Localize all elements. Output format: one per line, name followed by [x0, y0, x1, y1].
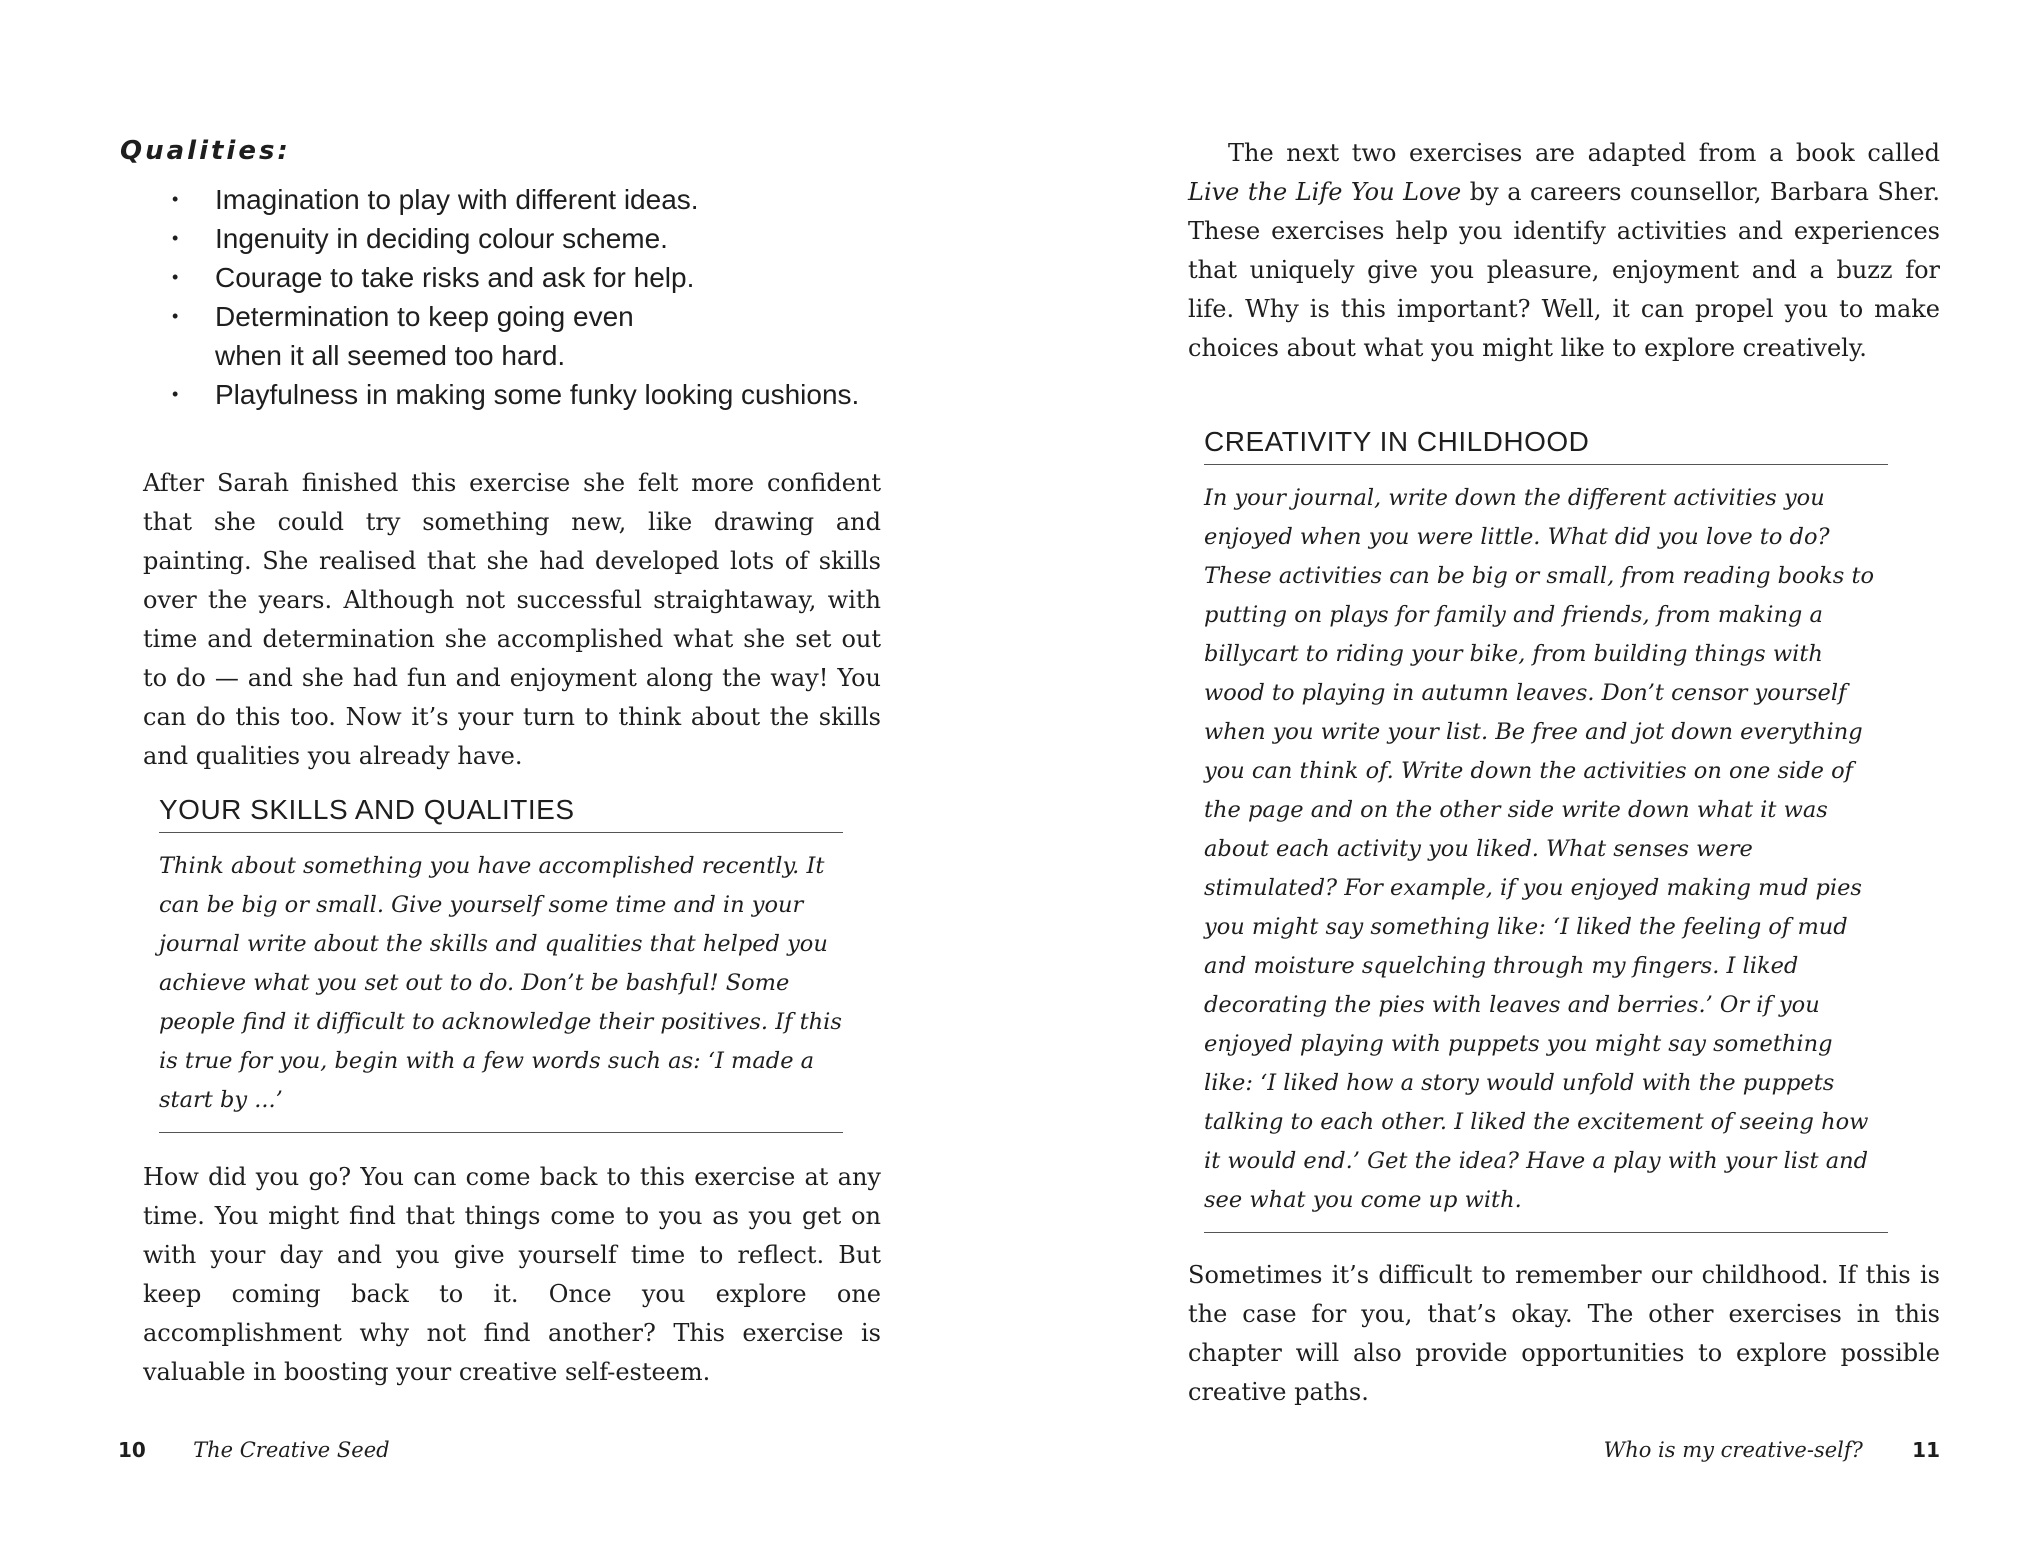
page-footer: [118, 1438, 390, 1463]
page-number: 11: [1912, 1438, 1940, 1462]
running-title: The Creative Seed: [193, 1438, 390, 1462]
exercise-box: [159, 794, 843, 1133]
exercise-body: Think about something you have accomplished recently. It can be big or small. Give yourself some time and in your journal write about the skills and qualities that helped you achieve what you set out to do. Don’t be bashful! Some people find it difficult to acknowledge their positives. If this is true for you, begin with a few words such as: ‘I made a start by ...’: [159, 853, 842, 1113]
book-title: Live the Life You Love: [1188, 178, 1462, 206]
page-number: 10: [118, 1438, 146, 1462]
exercise-body: In your journal, write down the different activities you enjoyed when you were little. What did you love to do? These activities can be big or small, from reading books to putting on plays for family and friends, from making a billycart to riding your bike, from building things with wood to playing in autumn leaves. Don’t censor yourself when you write your list. Be free and jot down everything you can think of. Write down the activities on one side of the page and on the other side write down what it was about each activity you liked. What senses were stimulated? For example, if you enjoyed making mud pies you might say something like: ‘I liked the feeling of mud and moisture squelching through my fingers. I liked decorating the pies with leaves and berries.’ Or if you enjoyed playing with puppets you might say something like: ‘I liked how a story would unfold with the puppets talking to each other. I liked the excitement of seeing how it would end.’ Get the idea? Have a play with your list and see what you come up with.: [1204, 485, 1875, 1213]
right-page: [1016, 0, 2032, 1560]
qualities-list: [160, 180, 860, 414]
page-footer: [1604, 1438, 1940, 1463]
intro-text: The next two exercises are adapted from a book called: [1228, 139, 1940, 167]
body-paragraph: How did you go? You can come back to this exercise at any time. You might find that things come to you as you get on with your day and you give yourself time to reflect. But keep coming back to it. Once you explore one accomplishment why not find another? This exercise is valuable in boosting your creative self-esteem.: [143, 1163, 881, 1386]
list-item: • Playfulness in making some funky looking cushions.: [160, 375, 860, 414]
body-paragraph: After Sarah finished this exercise she felt more confident that she could try something new, like drawing and painting. She realised that she had developed lots of skills over the years. Although not successful straightaway, with time and determination she accomplished what she set out to do — and she had fun and enjoyment along the way! You can do this too. Now it’s your turn to think about the skills and qualities you already have.: [143, 469, 881, 770]
qualities-heading: Qualities:: [120, 136, 291, 166]
body-paragraph: Sometimes it’s difficult to remember our childhood. If this is the case for you, that’s okay. The other exercises in this chapter will also provide opportunities to explore possible creative paths.: [1188, 1261, 1940, 1406]
list-item: • Ingenuity in deciding colour scheme.: [160, 219, 860, 258]
exercise-title: YOUR SKILLS AND QUALITIES: [159, 794, 843, 833]
list-item: • Courage to take risks and ask for help.: [160, 258, 860, 297]
list-item: • Determination to keep going even when it all seemed too hard.: [160, 297, 645, 375]
intro-paragraph: [1188, 134, 1940, 368]
exercise-title: CREATIVITY IN CHILDHOOD: [1204, 426, 1888, 465]
intro-text: by a careers counsellor, Barbara Sher. These exercises help you identify activities and experiences that uniquely give you pleasure, enjoyment and a buzz for life. Why is this important? Well, it can propel you to make choices about what you might like to explore creatively.: [1188, 178, 1940, 362]
exercise-box: [1204, 426, 1888, 1233]
list-item: • Imagination to play with different ideas.: [160, 180, 860, 219]
running-title: Who is my creative-self?: [1603, 1438, 1863, 1462]
